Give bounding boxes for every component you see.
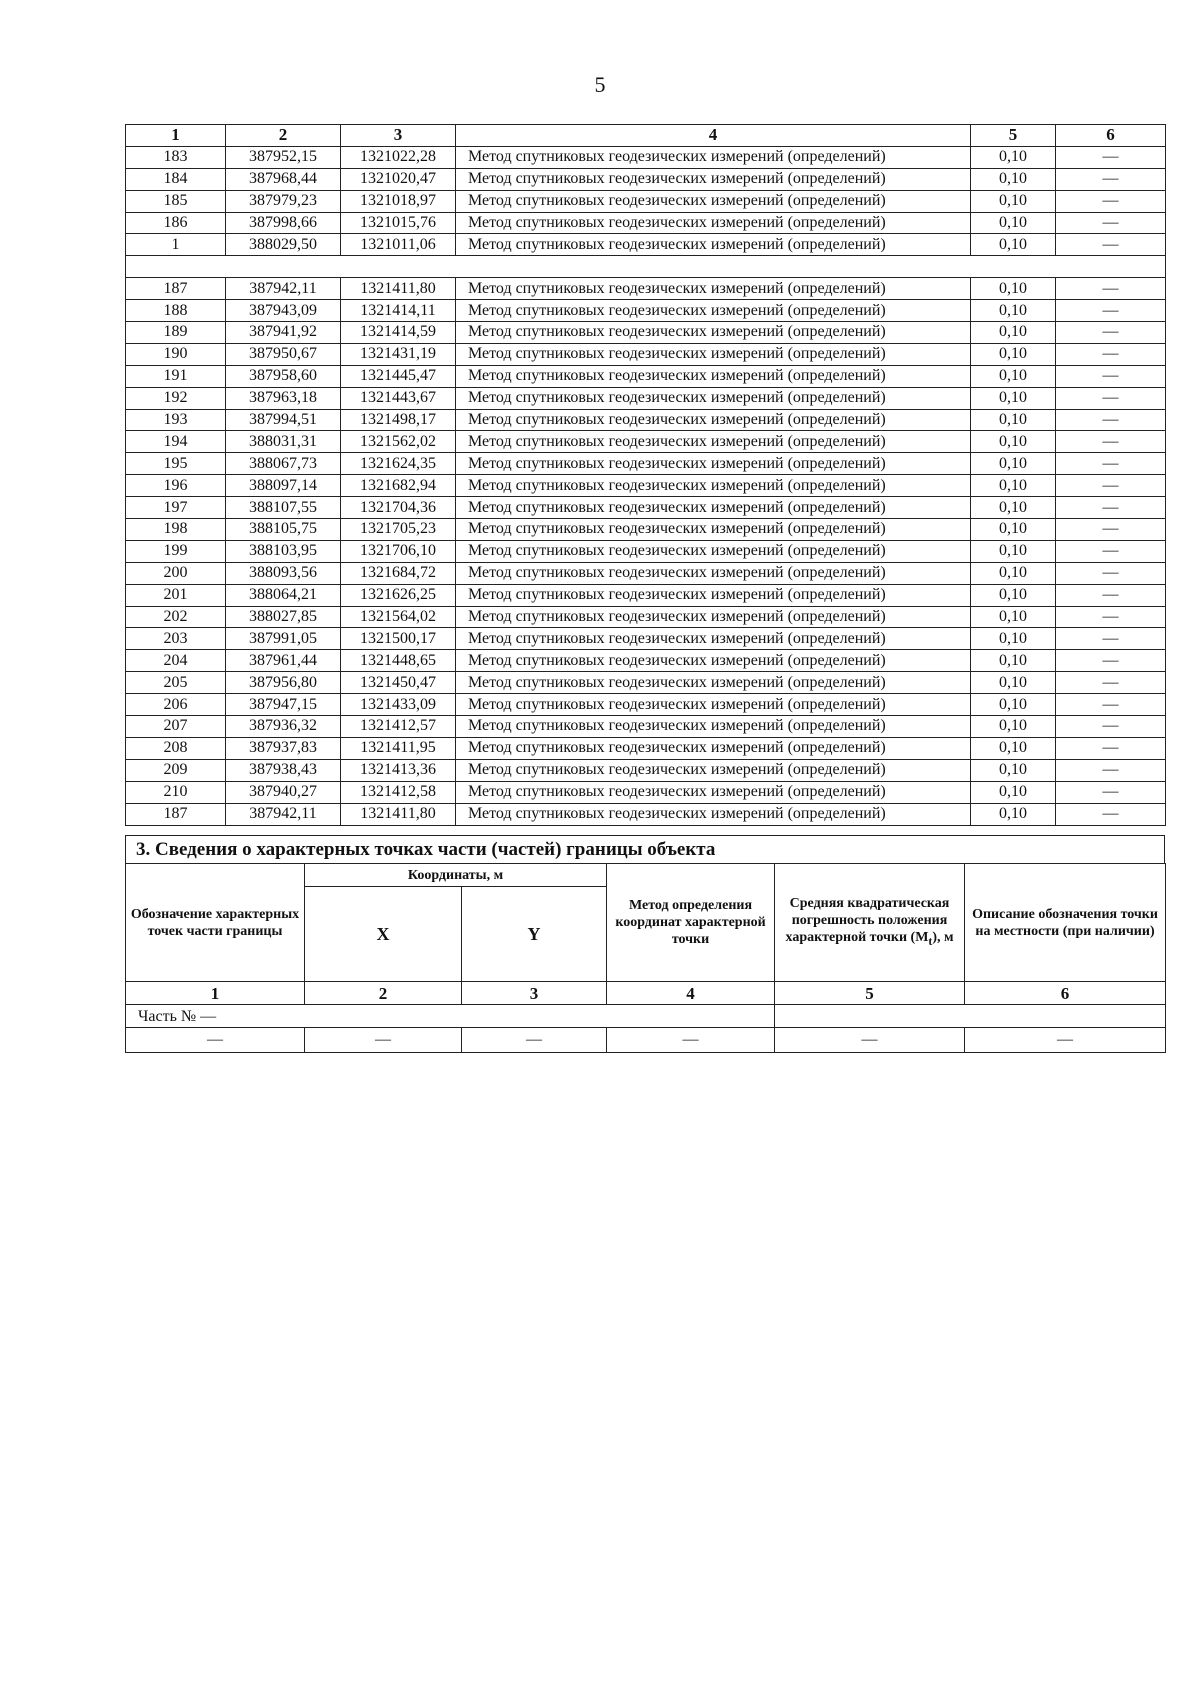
method: Метод спутниковых геодезических измерений (определений) (456, 694, 971, 716)
table-row (126, 672, 1166, 694)
description: — (1056, 300, 1166, 322)
coord-y: 1321448,65 (341, 650, 456, 672)
column-number: 2 (305, 982, 462, 1005)
error-value: 0,10 (971, 562, 1056, 584)
column-header: 4 (456, 125, 971, 147)
coord-x: 387952,15 (226, 146, 341, 168)
method: Метод спутниковых геодезических измерений (определений) (456, 322, 971, 344)
contour-separator (126, 256, 1166, 278)
coord-x: 387937,83 (226, 737, 341, 759)
page-number: 5 (594, 72, 606, 97)
empty-cell: — (126, 1028, 305, 1053)
header-error-subscript: t (928, 934, 933, 948)
coord-x: 387991,05 (226, 628, 341, 650)
coord-y: 1321682,94 (341, 475, 456, 497)
point-number: 195 (126, 453, 226, 475)
method: Метод спутниковых геодезических измерений (определений) (456, 409, 971, 431)
error-value: 0,10 (971, 168, 1056, 190)
table-row (126, 234, 1166, 256)
header-error (775, 864, 965, 982)
column-number: 1 (126, 982, 305, 1005)
method: Метод спутниковых геодезических измерений (определений) (456, 146, 971, 168)
method: Метод спутниковых геодезических измерений (определений) (456, 759, 971, 781)
point-number: 1 (126, 234, 226, 256)
point-number: 193 (126, 409, 226, 431)
description: — (1056, 343, 1166, 365)
table-row (126, 562, 1166, 584)
section-3-title: 3. Сведения о характерных точках части (частей) границы объекта (125, 835, 1165, 863)
coord-x: 387963,18 (226, 387, 341, 409)
table-row (126, 431, 1166, 453)
header-y: Y (462, 887, 607, 982)
description: — (1056, 322, 1166, 344)
point-number: 206 (126, 694, 226, 716)
point-number: 187 (126, 803, 226, 825)
coord-y: 1321022,28 (341, 146, 456, 168)
method: Метод спутниковых геодезических измерений (определений) (456, 628, 971, 650)
error-value: 0,10 (971, 803, 1056, 825)
description: — (1056, 781, 1166, 803)
coordinates-rows-contour-2 (126, 278, 1166, 825)
point-number: 210 (126, 781, 226, 803)
empty-cell: — (462, 1028, 607, 1053)
coord-y: 1321411,80 (341, 803, 456, 825)
description: — (1056, 234, 1166, 256)
column-number: 5 (775, 982, 965, 1005)
error-value: 0,10 (971, 431, 1056, 453)
method: Метод спутниковых геодезических измерений (определений) (456, 584, 971, 606)
coord-y: 1321443,67 (341, 387, 456, 409)
description: — (1056, 190, 1166, 212)
part-label: Часть № — (126, 1005, 775, 1028)
empty-cell: — (305, 1028, 462, 1053)
column-number: 3 (462, 982, 607, 1005)
empty-cell: — (775, 1028, 965, 1053)
method: Метод спутниковых геодезических измерений (определений) (456, 781, 971, 803)
point-number: 186 (126, 212, 226, 234)
table-row (126, 190, 1166, 212)
coord-x: 387968,44 (226, 168, 341, 190)
error-value: 0,10 (971, 628, 1056, 650)
coord-x: 387994,51 (226, 409, 341, 431)
coord-y: 1321414,59 (341, 322, 456, 344)
error-value: 0,10 (971, 146, 1056, 168)
coord-y: 1321704,36 (341, 497, 456, 519)
table-row (126, 409, 1166, 431)
description: — (1056, 540, 1166, 562)
coord-x: 387943,09 (226, 300, 341, 322)
point-number: 196 (126, 475, 226, 497)
coord-x: 388031,31 (226, 431, 341, 453)
coord-y: 1321018,97 (341, 190, 456, 212)
method: Метод спутниковых геодезических измерений (определений) (456, 562, 971, 584)
error-value: 0,10 (971, 453, 1056, 475)
error-value: 0,10 (971, 190, 1056, 212)
table-row (126, 300, 1166, 322)
coordinates-table-header (126, 125, 1166, 147)
description: — (1056, 759, 1166, 781)
description: — (1056, 453, 1166, 475)
description: — (1056, 431, 1166, 453)
header-designation: Обозначение характерных точек части границы (126, 864, 305, 982)
coord-y: 1321624,35 (341, 453, 456, 475)
coord-x: 387958,60 (226, 365, 341, 387)
description: — (1056, 212, 1166, 234)
error-value: 0,10 (971, 387, 1056, 409)
method: Метод спутниковых геодезических измерений (определений) (456, 234, 971, 256)
coord-y: 1321431,19 (341, 343, 456, 365)
table-row (126, 168, 1166, 190)
table-row (126, 650, 1166, 672)
description: — (1056, 628, 1166, 650)
table-row (126, 365, 1166, 387)
coord-y: 1321020,47 (341, 168, 456, 190)
error-value: 0,10 (971, 650, 1056, 672)
table-row (126, 584, 1166, 606)
point-number: 190 (126, 343, 226, 365)
point-number: 199 (126, 540, 226, 562)
error-value: 0,10 (971, 300, 1056, 322)
method: Метод спутниковых геодезических измерений (определений) (456, 803, 971, 825)
table-row (126, 343, 1166, 365)
error-value: 0,10 (971, 737, 1056, 759)
error-value: 0,10 (971, 540, 1056, 562)
method: Метод спутниковых геодезических измерений (определений) (456, 365, 971, 387)
coord-x: 387942,11 (226, 803, 341, 825)
coord-x: 387950,67 (226, 343, 341, 365)
error-value: 0,10 (971, 694, 1056, 716)
coord-x: 388027,85 (226, 606, 341, 628)
coord-x: 387956,80 (226, 672, 341, 694)
error-value: 0,10 (971, 584, 1056, 606)
method: Метод спутниковых геодезических измерений (определений) (456, 168, 971, 190)
point-number: 202 (126, 606, 226, 628)
error-value: 0,10 (971, 716, 1056, 738)
column-number: 6 (965, 982, 1166, 1005)
point-number: 192 (126, 387, 226, 409)
table-row (126, 540, 1166, 562)
error-value: 0,10 (971, 475, 1056, 497)
error-value: 0,10 (971, 672, 1056, 694)
method: Метод спутниковых геодезических измерений (определений) (456, 212, 971, 234)
method: Метод спутниковых геодезических измерений (определений) (456, 737, 971, 759)
column-header: 5 (971, 125, 1056, 147)
method: Метод спутниковых геодезических измерений (определений) (456, 672, 971, 694)
method: Метод спутниковых геодезических измерений (определений) (456, 606, 971, 628)
coord-y: 1321626,25 (341, 584, 456, 606)
method: Метод спутниковых геодезических измерений (определений) (456, 278, 971, 300)
method: Метод спутниковых геодезических измерений (определений) (456, 519, 971, 541)
coord-x: 387998,66 (226, 212, 341, 234)
header-error-text: Средняя квадратическая погрешность положения характерной точки (M (785, 896, 950, 946)
coord-x: 387936,32 (226, 716, 341, 738)
method: Метод спутниковых геодезических измерений (определений) (456, 431, 971, 453)
description: — (1056, 519, 1166, 541)
column-header: 2 (226, 125, 341, 147)
description: — (1056, 146, 1166, 168)
point-number: 204 (126, 650, 226, 672)
coord-x: 388103,95 (226, 540, 341, 562)
table-row (126, 759, 1166, 781)
point-number: 208 (126, 737, 226, 759)
point-number: 198 (126, 519, 226, 541)
description: — (1056, 694, 1166, 716)
point-number: 189 (126, 322, 226, 344)
error-value: 0,10 (971, 322, 1056, 344)
error-value: 0,10 (971, 343, 1056, 365)
coord-y: 1321433,09 (341, 694, 456, 716)
coord-x: 388064,21 (226, 584, 341, 606)
description: — (1056, 168, 1166, 190)
table-row (126, 387, 1166, 409)
error-value: 0,10 (971, 519, 1056, 541)
coord-y: 1321562,02 (341, 431, 456, 453)
coord-y: 1321412,58 (341, 781, 456, 803)
description: — (1056, 497, 1166, 519)
coord-y: 1321413,36 (341, 759, 456, 781)
point-number: 200 (126, 562, 226, 584)
error-value: 0,10 (971, 409, 1056, 431)
coord-y: 1321412,57 (341, 716, 456, 738)
header-x: X (305, 887, 462, 982)
table-row (126, 694, 1166, 716)
coord-x: 388105,75 (226, 519, 341, 541)
method: Метод спутниковых геодезических измерений (определений) (456, 650, 971, 672)
coord-y: 1321411,80 (341, 278, 456, 300)
coord-x: 387941,92 (226, 322, 341, 344)
point-number: 191 (126, 365, 226, 387)
error-value: 0,10 (971, 781, 1056, 803)
method: Метод спутниковых геодезических измерений (определений) (456, 190, 971, 212)
coord-y: 1321564,02 (341, 606, 456, 628)
coord-y: 1321705,23 (341, 519, 456, 541)
point-number: 207 (126, 716, 226, 738)
description: — (1056, 672, 1166, 694)
table-row (126, 212, 1166, 234)
error-value: 0,10 (971, 365, 1056, 387)
method: Метод спутниковых геодезических измерений (определений) (456, 343, 971, 365)
description: — (1056, 803, 1166, 825)
description: — (1056, 278, 1166, 300)
header-coordinates: Координаты, м (305, 864, 607, 887)
error-value: 0,10 (971, 278, 1056, 300)
coord-x: 387942,11 (226, 278, 341, 300)
coord-x: 388093,56 (226, 562, 341, 584)
parts-table (125, 863, 1166, 1053)
coord-y: 1321450,47 (341, 672, 456, 694)
method: Метод спутниковых геодезических измерений (определений) (456, 300, 971, 322)
coord-x: 387940,27 (226, 781, 341, 803)
method: Метод спутниковых геодезических измерений (определений) (456, 475, 971, 497)
separator-row (126, 256, 1166, 278)
table-row (126, 628, 1166, 650)
point-number: 201 (126, 584, 226, 606)
description: — (1056, 562, 1166, 584)
part-label-empty (775, 1005, 1166, 1028)
empty-cell: — (965, 1028, 1166, 1053)
method: Метод спутниковых геодезических измерений (определений) (456, 387, 971, 409)
column-header: 6 (1056, 125, 1166, 147)
table-row (126, 453, 1166, 475)
description: — (1056, 409, 1166, 431)
coord-x: 387961,44 (226, 650, 341, 672)
point-number: 187 (126, 278, 226, 300)
table-row (126, 322, 1166, 344)
point-number: 197 (126, 497, 226, 519)
error-value: 0,10 (971, 497, 1056, 519)
header-method: Метод определения координат характерной точки (607, 864, 775, 982)
point-number: 209 (126, 759, 226, 781)
coord-x: 387938,43 (226, 759, 341, 781)
table-row (126, 497, 1166, 519)
point-number: 203 (126, 628, 226, 650)
point-number: 185 (126, 190, 226, 212)
description: — (1056, 606, 1166, 628)
method: Метод спутниковых геодезических измерений (определений) (456, 497, 971, 519)
coordinates-rows-contour-1 (126, 146, 1166, 255)
table-row (126, 146, 1166, 168)
table-row (126, 716, 1166, 738)
table-row (126, 475, 1166, 497)
table-row (126, 606, 1166, 628)
error-value: 0,10 (971, 606, 1056, 628)
coord-x: 388029,50 (226, 234, 341, 256)
coord-x: 388067,73 (226, 453, 341, 475)
table-row (126, 519, 1166, 541)
point-number: 188 (126, 300, 226, 322)
coord-y: 1321445,47 (341, 365, 456, 387)
point-number: 205 (126, 672, 226, 694)
point-number: 184 (126, 168, 226, 190)
description: — (1056, 365, 1166, 387)
column-header: 3 (341, 125, 456, 147)
description: — (1056, 584, 1166, 606)
column-header: 1 (126, 125, 226, 147)
table-row (126, 737, 1166, 759)
description: — (1056, 650, 1166, 672)
coord-x: 388107,55 (226, 497, 341, 519)
coordinates-table (125, 124, 1166, 826)
coord-x: 387947,15 (226, 694, 341, 716)
table-row (126, 781, 1166, 803)
method: Метод спутниковых геодезических измерений (определений) (456, 453, 971, 475)
coord-x: 388097,14 (226, 475, 341, 497)
description: — (1056, 387, 1166, 409)
coord-y: 1321414,11 (341, 300, 456, 322)
method: Метод спутниковых геодезических измерений (определений) (456, 540, 971, 562)
column-number: 4 (607, 982, 775, 1005)
table-row (126, 803, 1166, 825)
coord-y: 1321411,95 (341, 737, 456, 759)
header-error-suffix: ), м (932, 930, 954, 946)
error-value: 0,10 (971, 234, 1056, 256)
coord-y: 1321706,10 (341, 540, 456, 562)
coord-x: 387979,23 (226, 190, 341, 212)
table-row (126, 278, 1166, 300)
description: — (1056, 716, 1166, 738)
method: Метод спутниковых геодезических измерений (определений) (456, 716, 971, 738)
error-value: 0,10 (971, 212, 1056, 234)
description: — (1056, 737, 1166, 759)
point-number: 183 (126, 146, 226, 168)
coord-y: 1321015,76 (341, 212, 456, 234)
point-number: 194 (126, 431, 226, 453)
description: — (1056, 475, 1166, 497)
coord-y: 1321500,17 (341, 628, 456, 650)
coord-y: 1321684,72 (341, 562, 456, 584)
header-description: Описание обозначения точки на местности (при наличии) (965, 864, 1166, 982)
coord-y: 1321011,06 (341, 234, 456, 256)
coord-y: 1321498,17 (341, 409, 456, 431)
error-value: 0,10 (971, 759, 1056, 781)
empty-cell: — (607, 1028, 775, 1053)
